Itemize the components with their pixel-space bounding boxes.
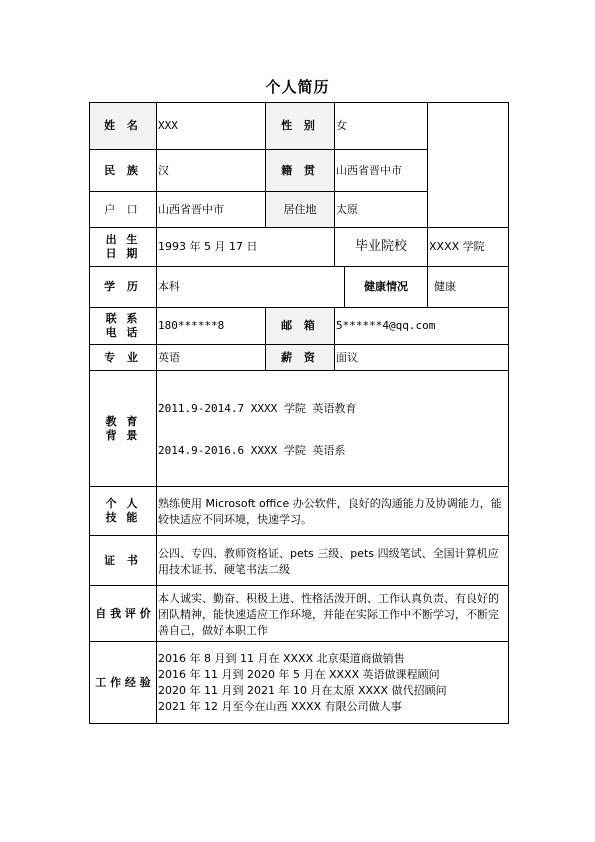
major-label: 专 业 xyxy=(90,345,157,371)
photo-box xyxy=(428,103,509,228)
degree-value: 本科 xyxy=(157,267,345,308)
work-line-1: 2016 年 8 月到 11 月在 XXXX 北京渠道商做销售 xyxy=(158,652,405,665)
self-evaluation-value: 本人诚实、勤奋、积极上进、性格活泼开朗、工作认真负责、有良好的团队精神，能快速适应工作环境，并能在实际工作中不断学习，不断完善自己，做好本职工作 xyxy=(157,586,509,642)
row-major xyxy=(90,345,509,371)
major-value: 英语 xyxy=(157,345,266,371)
education-value xyxy=(157,371,509,487)
row-certificates xyxy=(90,536,509,586)
health-value: 健康 xyxy=(428,267,509,308)
native-value: 山西省晋中市 xyxy=(335,150,428,192)
salary-label: 薪 资 xyxy=(266,345,335,371)
page-title: 个人简历 xyxy=(265,78,330,96)
work-value xyxy=(157,642,509,724)
email-label: 邮 箱 xyxy=(266,308,335,345)
education-label-line-2: 背 景 xyxy=(105,428,141,442)
work-line-2: 2016 年 11 月到 2020 年 5 月在 XXXX 英语做课程顾问 xyxy=(158,668,440,681)
name-label: 姓 名 xyxy=(90,103,157,150)
birth-label-line-1: 出 生 xyxy=(105,233,141,246)
ethnicity-label: 民 族 xyxy=(90,150,157,192)
gender-label: 性 别 xyxy=(266,103,335,150)
school-label: 毕业院校 xyxy=(335,228,428,267)
health-label: 健康情况 xyxy=(345,267,428,308)
degree-label: 学 历 xyxy=(90,267,157,308)
phone-label-line-1: 联 系 xyxy=(105,312,141,325)
row-phone xyxy=(90,308,509,345)
row-birth xyxy=(90,228,509,267)
certificates-value: 公四、专四、教师资格证、pets 三级、pets 四级笔试、全国计算机应用技术证书、硬笔书法二级 xyxy=(157,536,509,586)
skills-label xyxy=(90,487,157,536)
hukou-value: 山西省晋中市 xyxy=(157,192,266,228)
work-line-3: 2020 年 11 月到 2021 年 10 月在太原 XXXX 做代招顾问 xyxy=(158,684,447,697)
education-line-1: 2011.9-2014.7 XXXX 学院 英语教育 xyxy=(158,402,357,415)
birth-value: 1993 年 5 月 17 日 xyxy=(157,228,335,267)
residence-value: 太原 xyxy=(335,192,428,228)
row-skills xyxy=(90,487,509,536)
phone-label xyxy=(90,308,157,345)
self-evaluation-label: 自 我 评 价 xyxy=(90,586,157,642)
salary-value: 面议 xyxy=(335,345,509,371)
phone-label-line-2: 电 话 xyxy=(105,326,141,339)
gender-value: 女 xyxy=(335,103,428,150)
residence-label: 居住地 xyxy=(266,192,335,228)
row-name xyxy=(90,103,509,150)
row-degree xyxy=(90,267,509,308)
certificates-label: 证 书 xyxy=(90,536,157,586)
education-line-2: 2014.9-2016.6 XXXX 学院 英语系 xyxy=(158,444,346,457)
work-label: 工 作 经 验 xyxy=(90,642,157,724)
birth-label-line-2: 日 期 xyxy=(105,247,141,260)
skills-value: 熟练使用 Microsoft office 办公软件，良好的沟通能力及协调能力，能较快适应不同环境，快速学习。 xyxy=(157,487,509,536)
work-line-4: 2021 年 12 月至今在山西 XXXX 有限公司做人事 xyxy=(158,700,402,713)
email-value: 5******4@qq.com xyxy=(335,308,509,345)
native-label: 籍 贯 xyxy=(266,150,335,192)
row-education xyxy=(90,371,509,487)
row-work xyxy=(90,642,509,724)
skills-label-line-1: 个 人 xyxy=(105,497,141,510)
ethnicity-value: 汉 xyxy=(157,150,266,192)
school-value: XXXX 学院 xyxy=(428,228,509,267)
resume-table xyxy=(89,102,509,724)
name-value: XXX xyxy=(157,103,266,150)
skills-label-line-2: 技 能 xyxy=(105,511,141,524)
row-self-evaluation xyxy=(90,586,509,642)
hukou-label: 户 口 xyxy=(90,192,157,228)
education-label-line-1: 教 育 xyxy=(105,414,141,428)
phone-value: 180******8 xyxy=(157,308,266,345)
birth-label xyxy=(90,228,157,267)
education-label xyxy=(90,371,157,487)
